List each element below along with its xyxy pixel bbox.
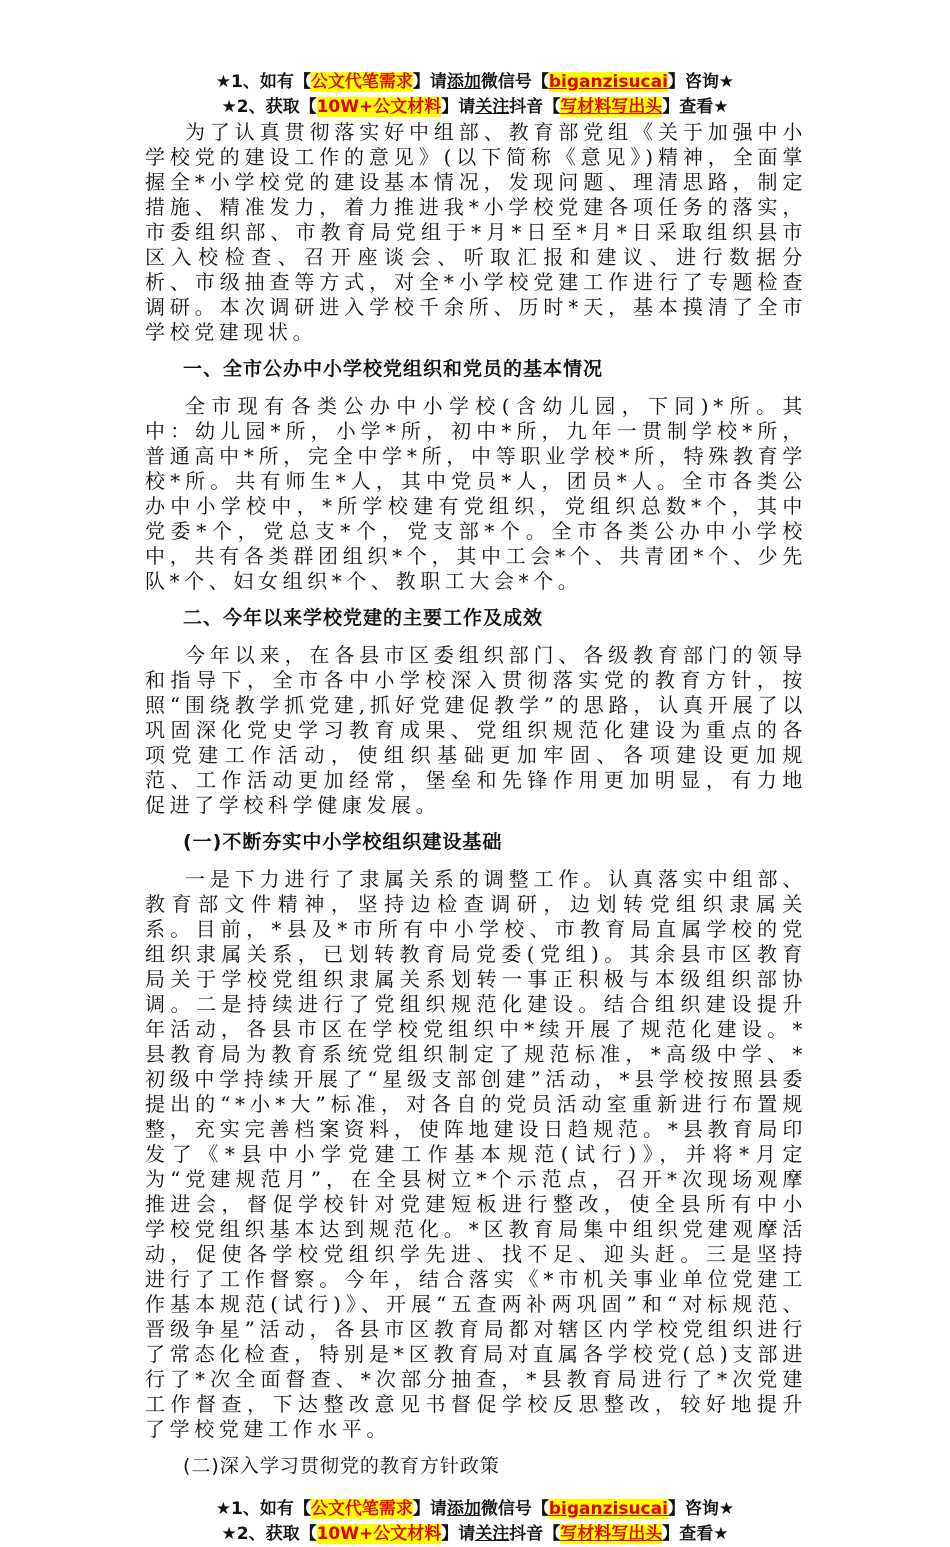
banner-text: 微信号【	[480, 1499, 549, 1519]
paragraph-basic-situation: 全市现有各类公办中小学校(含幼儿园，下同)*所。其中：幼儿园*所，小学*所，初中*所，九年一贯制学校*所，普通高中*所，完全中学*所，中等职业学校*所，特殊教育学校*所。共有师生*人，其中党员*人，团员*人。全市各类公办中小学校中，*所学校建有党组织，党组织总数*个，其中党委*个，党总支*个，党支部*个。全市各类公办中小学校中，共有各类群团组织*个，其中工会*个、共青团*个、少先队*个、妇女组织*个、教职工大会*个。	[145, 394, 807, 593]
banner-text: ★2、获取【	[221, 1524, 317, 1544]
wechat-id: biganzisucai	[548, 72, 668, 92]
banner-top	[0, 70, 950, 120]
banner-text: ★2、获取【	[221, 97, 317, 117]
banner-text: 】咨询★	[667, 1499, 735, 1519]
banner-line-2	[0, 1522, 950, 1547]
douyin-account: 写材料写出头	[560, 1524, 663, 1544]
banner-underline-text: 关注	[475, 1524, 510, 1544]
banner-text: 】查看★	[662, 1524, 729, 1544]
banner-bottom	[0, 1497, 950, 1547]
paragraph-organization: 一是下力进行了隶属关系的调整工作。认真落实中组部、教育部文件精神，坚持边检查调研，边划转党组织隶属关系。目前，*县及*市所有中小学校、市教育局直属学校的党组织隶属关系，已划转教育局党委(党组)。其余县市区教育局关于学校党组织隶属关系划转一事正积极与本级组织部协调。二是持续进行了党组织规范化建设。结合组织建设提升年活动，各县市区在学校党组织中*续开展了规范化建设。*县教育局为教育系统党组织制定了规范标准，*高级中学、*初级中学持续开展了“星级支部创建”活动，*县学校按照县委提出的“*小*大”标准，对各自的党员活动室重新进行布置规整，充实完善档案资料，使阵地建设日趋规范。*县教育局印发了《*县中小学党建工作基本规范(试行)》，并将*月定为“党建规范月”，在全县树立*个示范点，召开*次现场观摩推进会，督促学校针对党建短板进行整改，使全县所有中小学校党组织基本达到规范化。*区教育局集中组织党建观摩活动，促使各学校党组织学先进、找不足、迎头赶。三是坚持进行了工作督察。今年，结合落实《*市机关事业单位党建工作基本规范(试行)》、开展“五查两补两巩固”和“对标规范、晋级争星”活动，各县市区教育局都对辖区内学校党组织进行了常态化检查，特别是*区教育局对直属各学校党(总)支部进行了*次全面督查、*次部分抽查，*县教育局进行了*次党建工作督查，下达整改意见书督促学校反思整改，较好地提升了学校党建工作水平。	[145, 867, 807, 1441]
banner-line-1	[0, 70, 950, 95]
highlight-service: 公文代笔需求	[310, 1499, 413, 1519]
subsection-heading-2: (二)深入学习贯彻党的教育方针政策	[183, 1455, 500, 1477]
paragraph-achievements: 今年以来，在各县市区委组织部门、各级教育部门的领导和指导下，全市各中小学校深入贯彻落实党的教育方针，按照“围绕教学抓党建,抓好党建促教学”的思路，认真开展了以巩固深化党史学习教育成果、党组织规范化建设为重点的各项党建工作活动，使组织基础更加牢固、各项建设更加规范、工作活动更加经常，堡垒和先锋作用更加明显，有力地促进了学校科学健康发展。	[145, 643, 807, 817]
banner-text: ★1、如有【	[215, 72, 311, 92]
section-heading-2: 二、今年以来学校党建的主要工作及成效	[183, 607, 544, 629]
section-heading-1: 一、全市公办中小学校党组织和党员的基本情况	[183, 358, 604, 380]
banner-text: 】请	[441, 97, 476, 117]
highlight-materials: 10W+公文材料	[316, 97, 442, 117]
banner-line-1	[0, 1497, 950, 1522]
subsection-heading-1: (一)不断夯实中小学校组织建设基础	[183, 831, 503, 853]
wechat-id: biganzisucai	[548, 1499, 668, 1519]
douyin-account: 写材料写出头	[560, 97, 663, 117]
banner-text: 】咨询★	[667, 72, 735, 92]
highlight-service: 公文代笔需求	[310, 72, 413, 92]
banner-text: 抖音【	[509, 1524, 561, 1544]
banner-text: 】请	[441, 1524, 476, 1544]
highlight-materials: 10W+公文材料	[316, 1524, 442, 1544]
intro-paragraph: 为了认真贯彻落实好中组部、教育部党组《关于加强中小学校党的建设工作的意见》(以下简称《意见》)精神，全面掌握全*小学校党的建设基本情况，发现问题、理清思路，制定措施、精准发力，着力推进我*小学校党建各项任务的落实，市委组织部、市教育局党组于*月*日至*月*日采取组织县市区入校检查、召开座谈会、听取汇报和建议、进行数据分析、市级抽查等方式，对全*小学校党建工作进行了专题检查调研。本次调研进入学校千余所、历时*天，基本摸清了全市学校党建现状。	[145, 120, 807, 344]
banner-text: 】请	[412, 72, 447, 92]
banner-text: 抖音【	[509, 97, 561, 117]
banner-text: 】请	[412, 1499, 447, 1519]
banner-underline-text: 添加	[446, 1499, 481, 1519]
banner-text: 】查看★	[662, 97, 729, 117]
banner-text: ★1、如有【	[215, 1499, 311, 1519]
banner-line-2	[0, 95, 950, 120]
banner-underline-text: 关注	[475, 97, 510, 117]
banner-text: 微信号【	[480, 72, 549, 92]
document-body	[145, 120, 807, 1479]
banner-underline-text: 添加	[446, 72, 481, 92]
